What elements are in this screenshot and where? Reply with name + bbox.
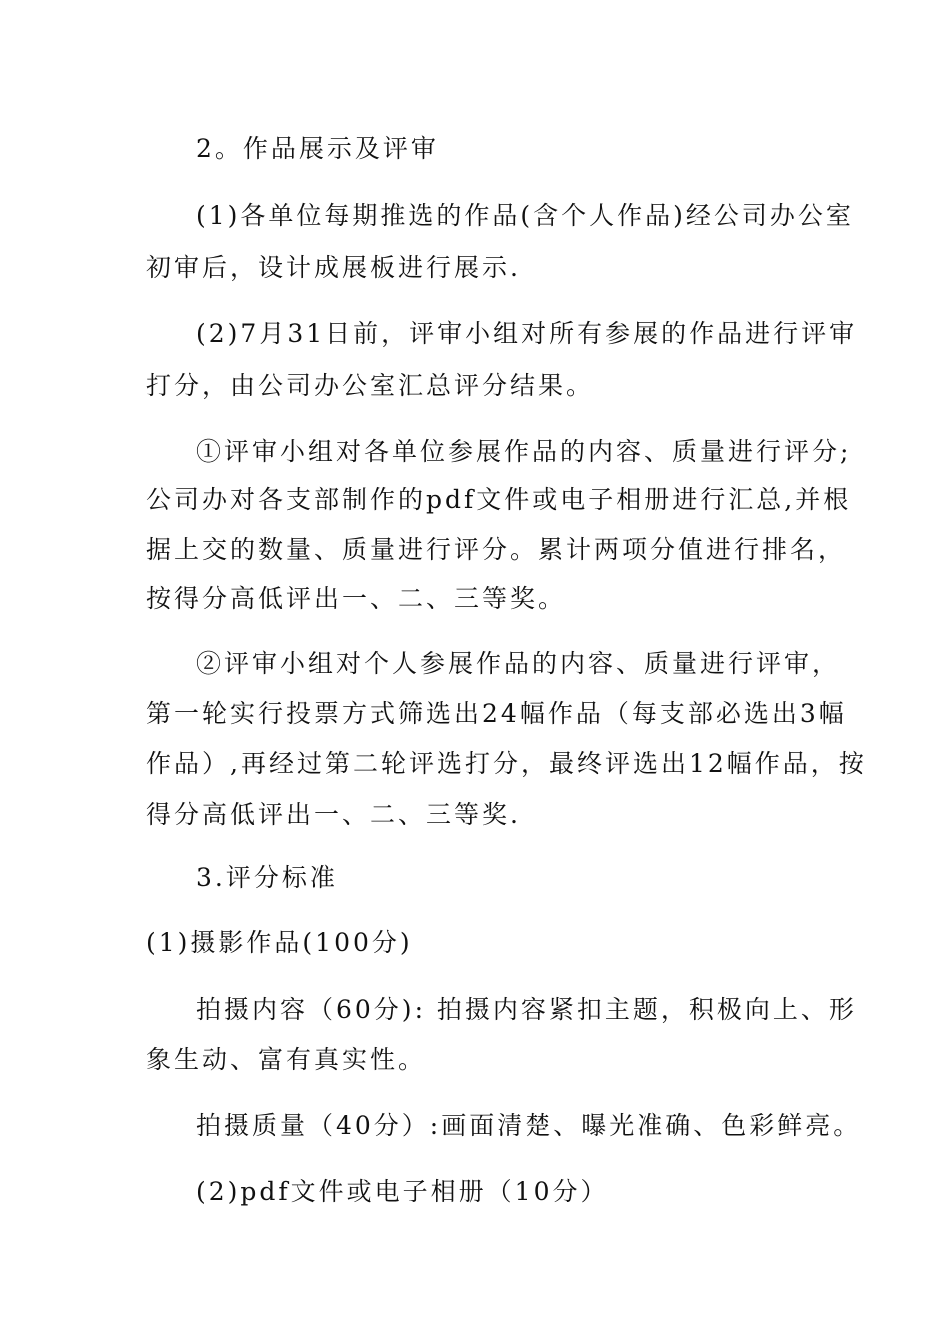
paragraph-line: 象生动、富有真实性。 xyxy=(146,1045,427,1074)
paragraph-line: 作品）,再经过第二轮评选打分，最终评选出12幅作品，按 xyxy=(146,749,867,778)
subsection-heading: (1)摄影作品(100分) xyxy=(146,928,413,957)
paragraph-line: (2)7月31日前，评审小组对所有参展的作品进行评审 xyxy=(196,319,858,348)
paragraph-line: 打分，由公司办公室汇总评分结果。 xyxy=(146,371,595,400)
paragraph-line: (1)各单位每期推选的作品(含个人作品)经公司办公室 xyxy=(196,201,854,230)
paragraph-line: 得分高低评出一、二、三等奖. xyxy=(146,800,521,829)
paragraph-line: 拍摄质量（40分）:画面清楚、曝光准确、色彩鲜亮。 xyxy=(196,1111,862,1140)
paragraph-line: 公司办对各支部制作的pdf文件或电子相册进行汇总,并根 xyxy=(146,485,852,514)
paragraph-line: 初审后，设计成展板进行展示. xyxy=(146,253,521,282)
paragraph-line: 第一轮实行投票方式筛选出24幅作品（每支部必选出3幅 xyxy=(146,699,847,728)
paragraph-line: ①评审小组对各单位参展作品的内容、质量进行评分; xyxy=(196,437,852,466)
paragraph-line: 按得分高低评出一、二、三等奖。 xyxy=(146,584,567,613)
section-heading: 3.评分标准 xyxy=(196,863,338,892)
paragraph-line: 拍摄内容（60分): 拍摄内容紧扣主题，积极向上、形 xyxy=(196,995,857,1024)
subsection-heading: (2)pdf文件或电子相册（10分） xyxy=(196,1177,609,1206)
paragraph-line: ②评审小组对个人参展作品的内容、质量进行评审， xyxy=(196,649,841,678)
paragraph-line: 据上交的数量、质量进行评分。累计两项分值进行排名， xyxy=(146,535,847,564)
section-heading: 2。作品展示及评审 xyxy=(196,134,439,163)
